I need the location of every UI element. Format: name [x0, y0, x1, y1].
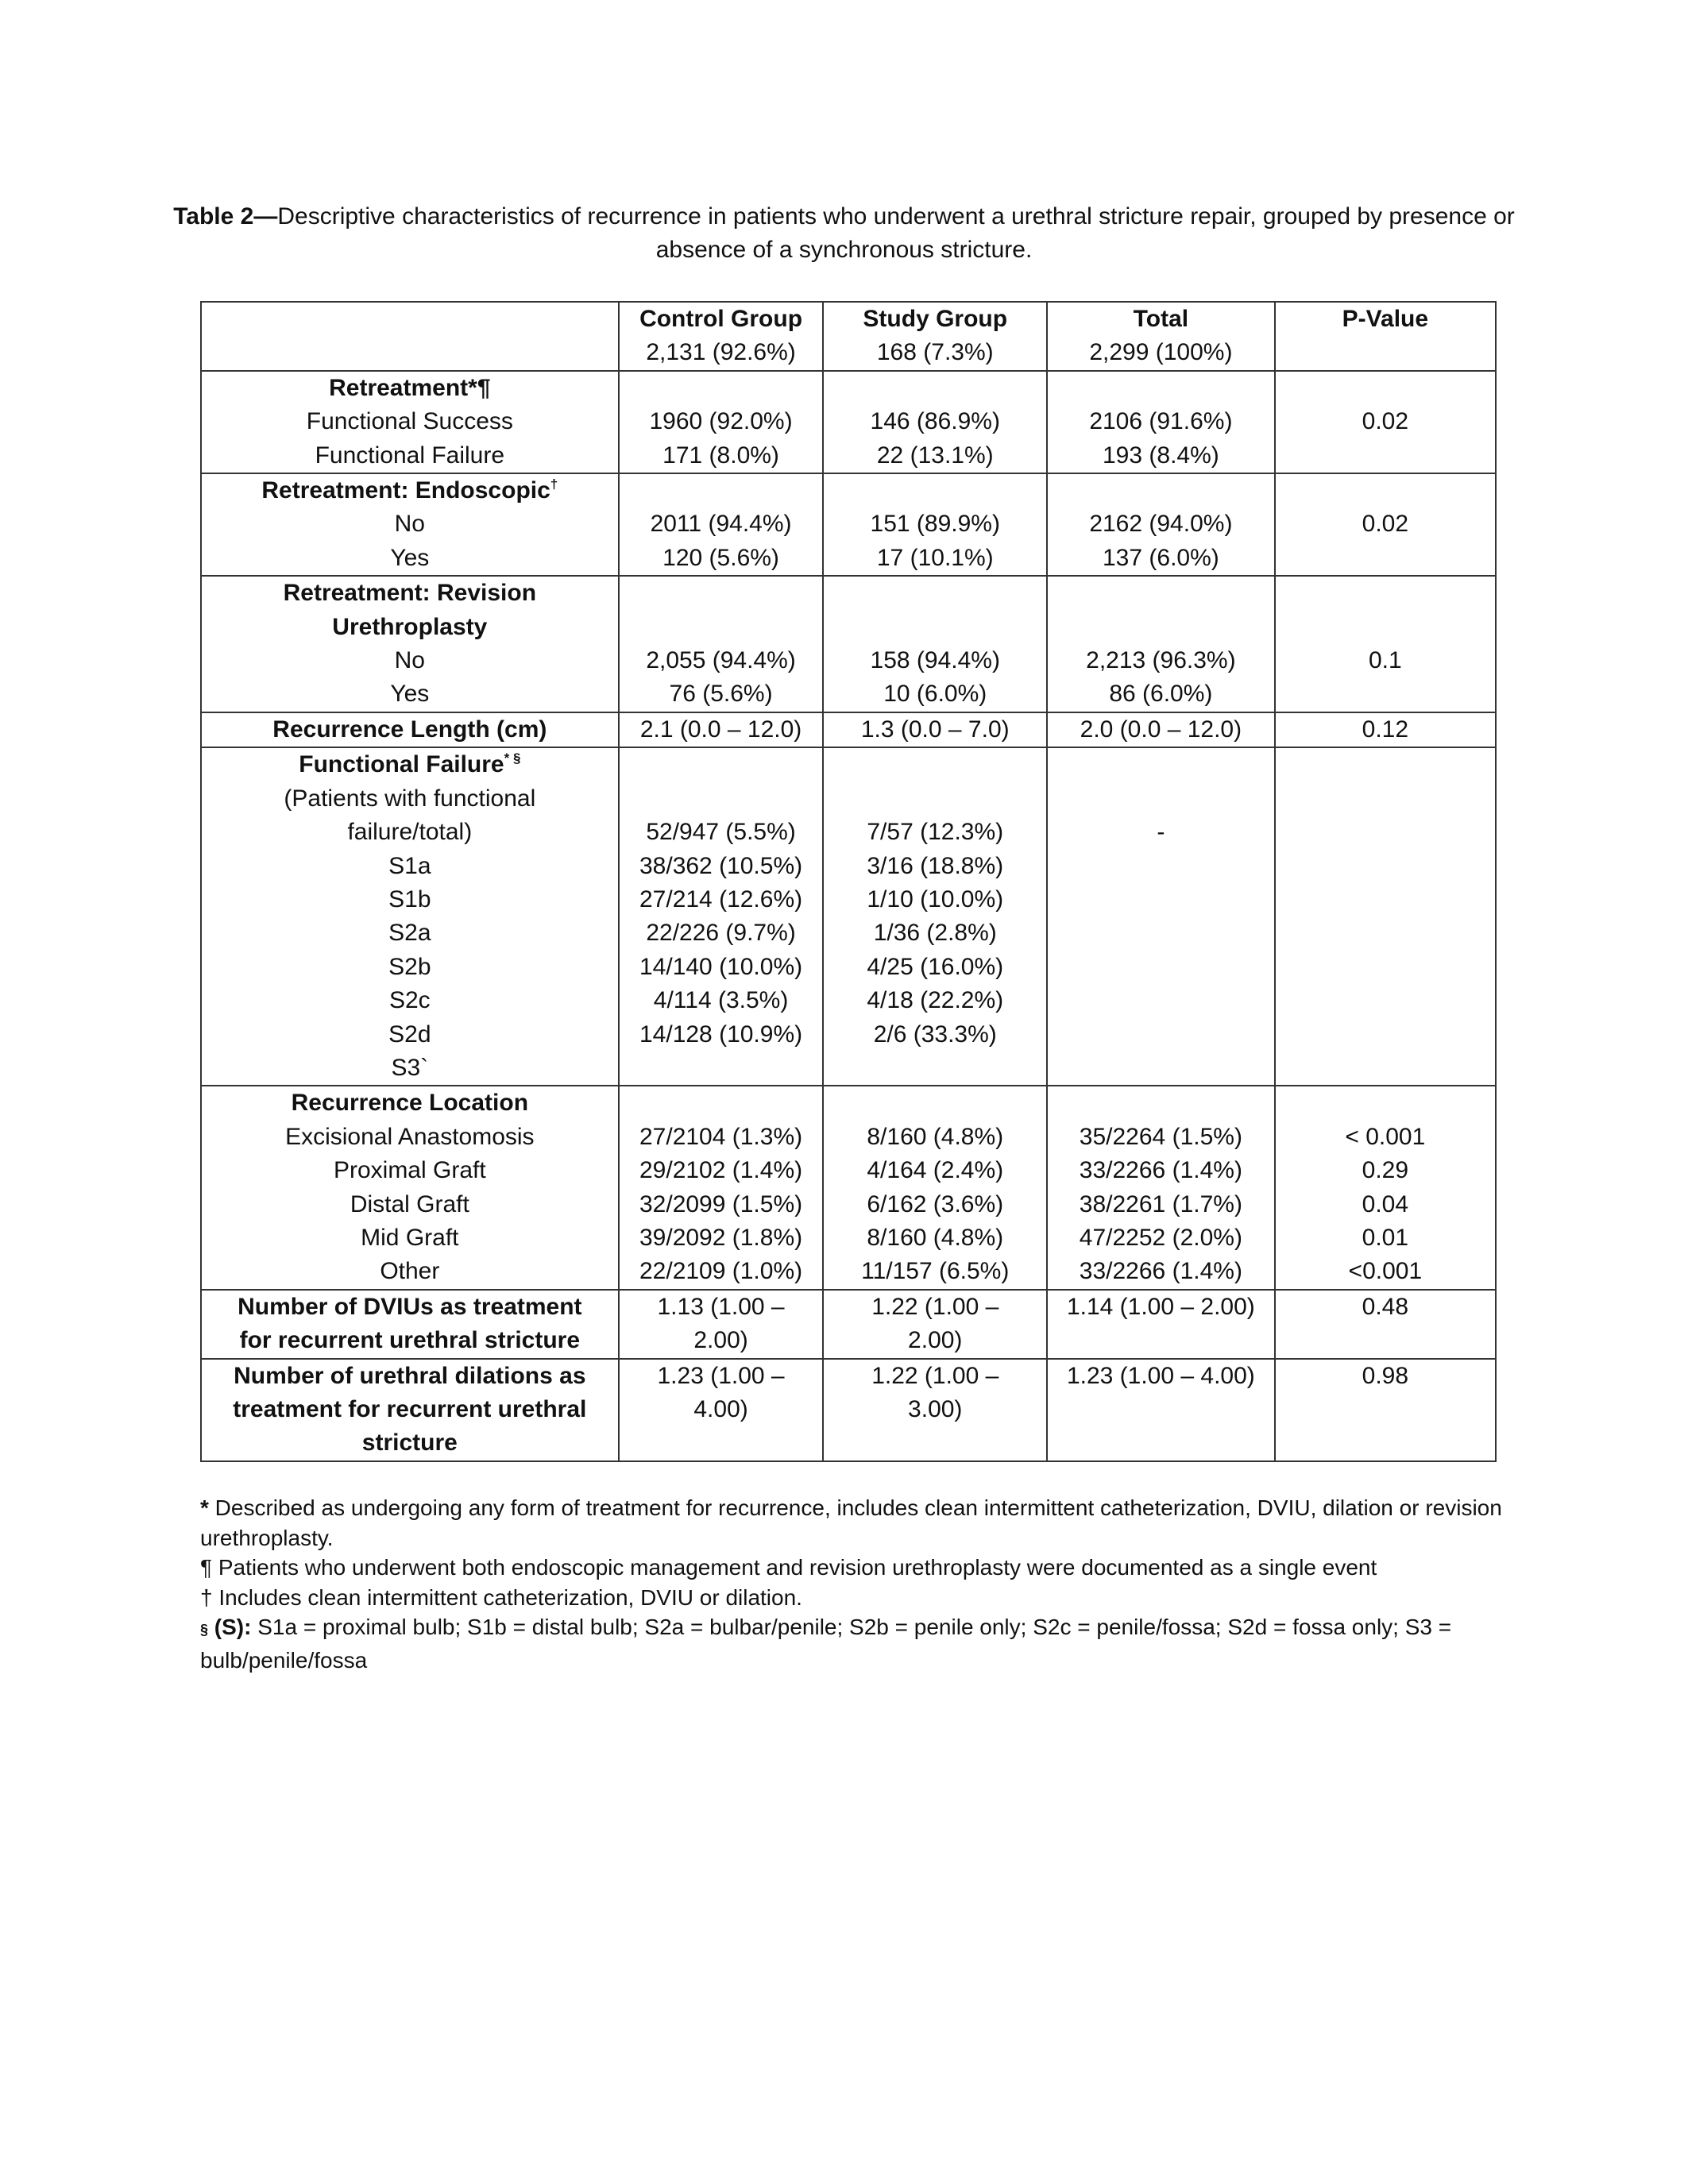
total-value: 35/2264 (1.5%) [1079, 1123, 1242, 1150]
control-value: 22/2109 (1.0%) [639, 1258, 803, 1285]
header-control [619, 302, 824, 371]
study-value: 11/157 (6.5%) [861, 1258, 1010, 1285]
study-cell [823, 576, 1047, 712]
row-label: S2d [388, 1021, 431, 1048]
study-cell [823, 371, 1047, 473]
total-cell [1047, 473, 1275, 576]
header-total-name: Total [1133, 306, 1189, 332]
control-value: 171 (8.0%) [662, 442, 779, 469]
header-study-name: Study Group [863, 306, 1008, 332]
section-label-cell [201, 371, 619, 473]
row-label: Functional Success [306, 408, 513, 435]
section-title: Retreatment: Endoscopic† [261, 477, 558, 504]
control-value: 1960 (92.0%) [649, 408, 793, 435]
control-cell [619, 1290, 824, 1359]
total-value: 2162 (94.0%) [1089, 511, 1233, 538]
pvalue-cell [1275, 1086, 1496, 1289]
p-value: 0.02 [1362, 408, 1409, 435]
pvalue-cell [1275, 473, 1496, 576]
header-total-n: 2,299 (100%) [1089, 339, 1233, 366]
total-value: 33/2266 (1.4%) [1079, 1157, 1242, 1184]
total-value: 1.14 (1.00 – 2.00) [1047, 1290, 1275, 1359]
control-value: 29/2102 (1.4%) [639, 1157, 803, 1184]
total-value: 2.0 (0.0 – 12.0) [1047, 712, 1275, 747]
control-value: 2.1 (0.0 – 12.0) [619, 712, 824, 747]
total-value: 38/2261 (1.7%) [1079, 1190, 1242, 1217]
study-value: 17 (10.1%) [876, 544, 994, 571]
caption-label: Table 2— [173, 203, 278, 230]
study-cell [823, 1086, 1047, 1289]
header-control-n: 2,131 (92.6%) [646, 339, 796, 366]
p-value: 0.98 [1275, 1359, 1496, 1461]
section-title: Urethroplasty [332, 613, 488, 640]
section-retreatment [201, 371, 1496, 473]
control-value: 120 (5.6%) [662, 544, 779, 571]
row-label: Other [380, 1258, 440, 1285]
section-label-cell [201, 473, 619, 576]
control-cell [619, 747, 824, 1086]
total-value: - [1157, 819, 1165, 846]
dagger-mark: † [550, 477, 558, 492]
row-label: Mid Graft [361, 1224, 459, 1251]
study-value: 1/36 (2.8%) [873, 920, 997, 947]
total-value: 1.23 (1.00 – 4.00) [1047, 1359, 1275, 1461]
total-cell [1047, 576, 1275, 712]
total-value: 2,213 (96.3%) [1086, 647, 1236, 674]
p-value: 0.29 [1362, 1157, 1409, 1184]
study-cell [823, 473, 1047, 576]
header-total [1047, 302, 1275, 371]
header-study-n: 168 (7.3%) [876, 339, 994, 366]
control-cell [619, 576, 824, 712]
row-label: treatment for recurrent urethral [233, 1396, 587, 1422]
header-study [823, 302, 1047, 371]
p-value: 0.04 [1362, 1190, 1409, 1217]
study-value: 2/6 (33.3%) [873, 1021, 997, 1048]
control-value: 2,055 (94.4%) [646, 647, 796, 674]
section-title: Retreatment: Revision [283, 580, 537, 607]
total-value: 2106 (91.6%) [1089, 408, 1233, 435]
row-label: S2c [388, 987, 431, 1014]
control-value: 14/140 (10.0%) [639, 953, 803, 980]
section-title: Retreatment*¶ [329, 374, 491, 401]
study-value: 6/162 (3.6%) [867, 1190, 1004, 1217]
section-retreatment-endoscopic [201, 473, 1496, 576]
dilations-row [201, 1359, 1496, 1461]
total-cell [1047, 1086, 1275, 1289]
row-label: S2a [388, 920, 431, 947]
recurrence-table [200, 301, 1497, 1462]
p-value: 0.02 [1362, 511, 1409, 538]
total-value: 193 (8.4%) [1103, 442, 1219, 469]
caption-text: Descriptive characteristics of recurrence in patients who underwent a urethral stricture repair, grouped by presence or absence of a synchronous stricture. [277, 203, 1515, 263]
control-value: 1.13 (1.00 – [657, 1293, 785, 1320]
total-value: 137 (6.0%) [1103, 544, 1219, 571]
row-label: Yes [390, 544, 430, 571]
header-row [201, 302, 1496, 371]
row-label: S1a [388, 852, 431, 879]
footnote-asterisk: * Described as undergoing any form of treatment for recurrence, includes clean intermittent catheterization, DVIU, dilation or revision urethroplasty. [200, 1495, 1502, 1550]
control-value: 27/214 (12.6%) [639, 886, 803, 913]
control-value: 39/2092 (1.8%) [639, 1224, 803, 1251]
section-label-cell [201, 747, 619, 1086]
total-cell [1047, 747, 1275, 1086]
pvalue-cell [1275, 576, 1496, 712]
row-label: stricture [361, 1430, 458, 1457]
recurrence-location-section [201, 1086, 1496, 1289]
recurrence-length-label: Recurrence Length (cm) [201, 712, 619, 747]
section-title: Recurrence Location [291, 1090, 529, 1117]
row-label: Yes [390, 681, 430, 708]
study-value: 8/160 (4.8%) [867, 1123, 1004, 1150]
p-value: <0.001 [1348, 1258, 1423, 1285]
p-value: 0.1 [1368, 647, 1402, 674]
control-value: 2011 (94.4%) [650, 511, 792, 538]
study-value: 3/16 (18.8%) [867, 852, 1004, 879]
study-value: 4/164 (2.4%) [867, 1157, 1004, 1184]
row-label: for recurrent urethral stricture [239, 1327, 581, 1354]
header-pvalue-name: P-Value [1342, 306, 1429, 332]
row-label: S1b [388, 886, 431, 913]
footnote-pilcrow: ¶ Patients who underwent both endoscopic management and revision urethroplasty were documented as a single event [200, 1555, 1377, 1580]
study-value: 4/25 (16.0%) [867, 953, 1004, 980]
row-label: Number of urethral dilations as [234, 1362, 586, 1389]
row-label: No [394, 647, 425, 674]
row-label: No [394, 511, 425, 538]
study-value: 1.3 (0.0 – 7.0) [823, 712, 1047, 747]
section-subtitle: (Patients with functional [284, 785, 536, 812]
section-title: Functional Failure* § [299, 751, 521, 778]
footnote-section: § (S): S1a = proximal bulb; S1b = distal bulb; S2a = bulbar/penile; S2b = penile only; S2c = penile/fossa; S2d = fossa only; S3 = bulb/penile/fossa [200, 1615, 1452, 1673]
header-control-name: Control Group [639, 306, 803, 332]
section-retreatment-revision [201, 576, 1496, 712]
dvius-row [201, 1290, 1496, 1359]
section-label-cell [201, 576, 619, 712]
study-value: 151 (89.9%) [870, 511, 1000, 538]
study-cell [823, 1359, 1047, 1461]
p-value: 0.48 [1275, 1290, 1496, 1359]
study-value: 7/57 (12.3%) [867, 819, 1004, 846]
study-value: 3.00) [908, 1396, 963, 1422]
footnotes [200, 1493, 1519, 1675]
p-value: 0.01 [1362, 1224, 1409, 1251]
control-cell [619, 1359, 824, 1461]
row-label: Excisional Anastomosis [285, 1123, 535, 1150]
study-cell [823, 1290, 1047, 1359]
recurrence-length-row [201, 712, 1496, 747]
study-value: 22 (13.1%) [876, 442, 994, 469]
dvius-label-cell [201, 1290, 619, 1359]
header-blank [201, 302, 619, 371]
control-value: 76 (5.6%) [669, 681, 773, 708]
control-value: 52/947 (5.5%) [646, 819, 796, 846]
section-label-cell [201, 1086, 619, 1289]
table-caption [159, 200, 1529, 267]
control-value: 27/2104 (1.3%) [639, 1123, 803, 1150]
study-value: 8/160 (4.8%) [867, 1224, 1004, 1251]
total-value: 86 (6.0%) [1109, 681, 1213, 708]
p-value: 0.12 [1275, 712, 1496, 747]
study-value: 1.22 (1.00 – [871, 1293, 999, 1320]
total-value: 47/2252 (2.0%) [1079, 1224, 1242, 1251]
p-value: < 0.001 [1345, 1123, 1426, 1150]
control-value: 38/362 (10.5%) [639, 852, 803, 879]
control-value: 22/226 (9.7%) [646, 920, 796, 947]
study-value: 1/10 (10.0%) [867, 886, 1004, 913]
header-pvalue [1275, 302, 1496, 371]
row-label: S2b [388, 953, 431, 980]
control-value: 1.23 (1.00 – [657, 1362, 785, 1389]
section-subtitle: failure/total) [347, 819, 473, 846]
control-value: 32/2099 (1.5%) [639, 1190, 803, 1217]
footnote-marks: * § [504, 751, 521, 766]
footnote-dagger: † Includes clean intermittent catheterization, DVIU or dilation. [200, 1584, 802, 1610]
study-value: 2.00) [908, 1327, 963, 1354]
study-value: 4/18 (22.2%) [867, 987, 1004, 1014]
control-value: 4/114 (3.5%) [653, 987, 789, 1014]
study-value: 146 (86.9%) [870, 408, 1000, 435]
study-cell [823, 747, 1047, 1086]
control-cell [619, 1086, 824, 1289]
control-value: 14/128 (10.9%) [639, 1021, 803, 1048]
control-value: 4.00) [693, 1396, 748, 1422]
row-label: Proximal Graft [333, 1157, 486, 1184]
total-cell [1047, 371, 1275, 473]
study-value: 10 (6.0%) [883, 681, 987, 708]
row-label: S3` [391, 1054, 429, 1081]
row-label: Number of DVIUs as treatment [238, 1293, 582, 1320]
pvalue-cell [1275, 747, 1496, 1086]
study-value: 158 (94.4%) [870, 647, 1000, 674]
pvalue-cell [1275, 371, 1496, 473]
control-cell [619, 371, 824, 473]
control-cell [619, 473, 824, 576]
control-value: 2.00) [693, 1327, 748, 1354]
total-value: 33/2266 (1.4%) [1079, 1258, 1242, 1285]
study-value: 1.22 (1.00 – [871, 1362, 999, 1389]
functional-failure-section [201, 747, 1496, 1086]
row-label: Functional Failure [315, 442, 505, 469]
row-label: Distal Graft [350, 1190, 469, 1217]
dilations-label-cell [201, 1359, 619, 1461]
